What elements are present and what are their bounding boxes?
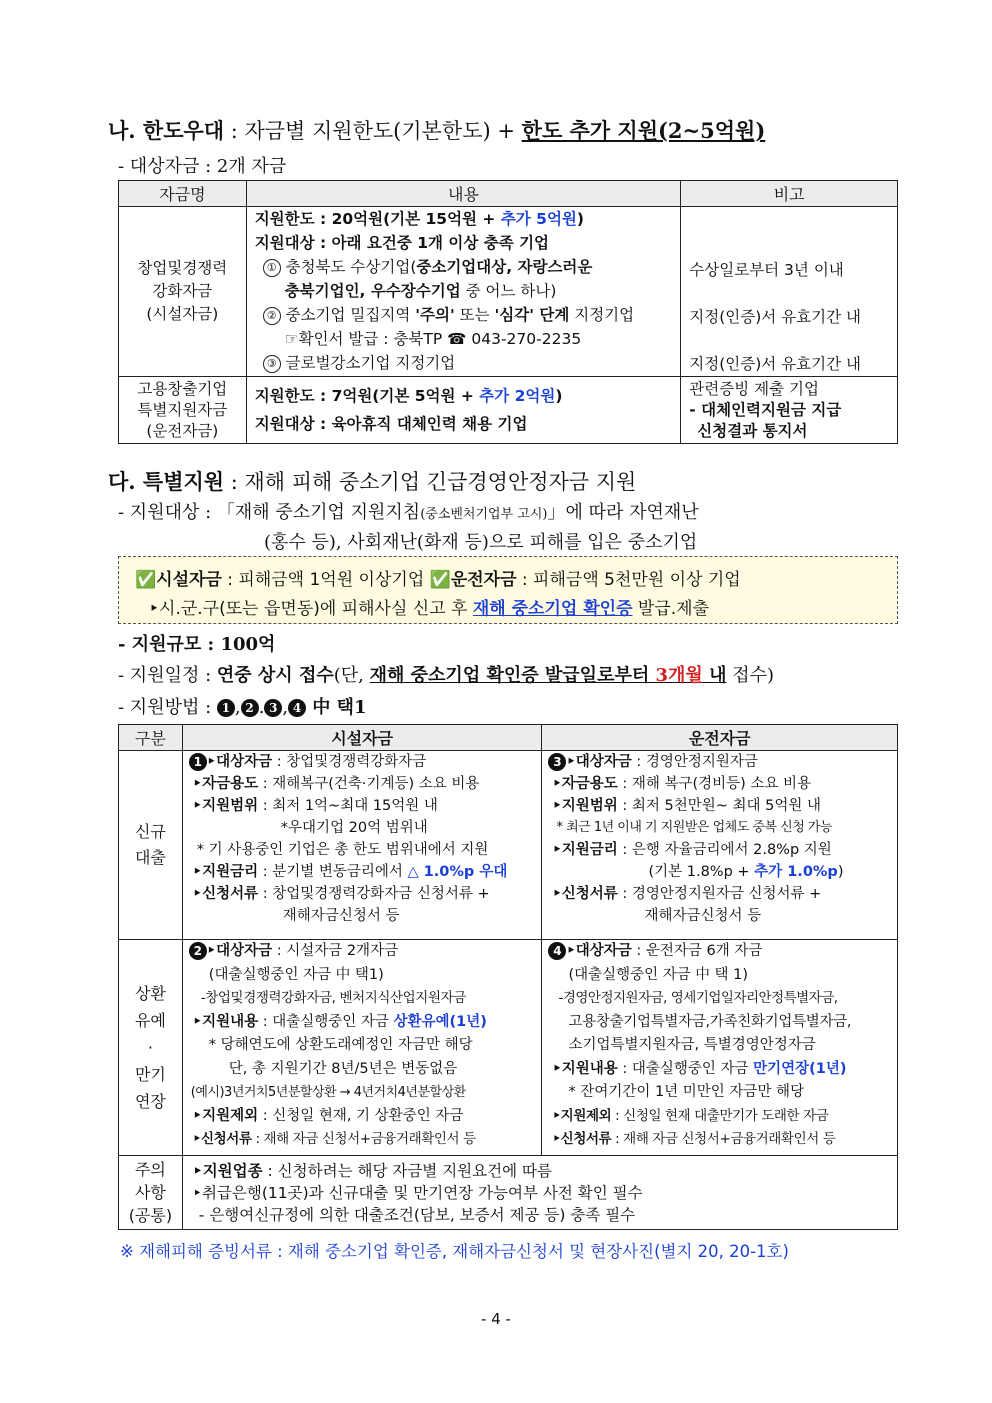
number-3-icon: 3	[548, 753, 566, 771]
line-text: (기본 1.8%p +	[648, 864, 755, 880]
target-line: 지원대상 : 아래 요건중 1개 이상 충족 기업	[254, 234, 550, 252]
schedule-part: 재해 중소기업 확인증 발급일로부터	[369, 665, 656, 686]
row-label-line: 유예	[134, 1011, 166, 1030]
fund-name-cell	[119, 207, 247, 377]
line	[189, 940, 542, 964]
target-text	[118, 498, 699, 524]
row-label-line: 상환	[134, 984, 166, 1003]
content-cell	[246, 377, 681, 444]
rate-highlight: 추가 1.0%p	[754, 864, 838, 880]
line-text: *우대기업 20억 범위내	[280, 820, 428, 836]
line	[189, 773, 542, 795]
line-text: 소기업특별지원자금, 특별경영안정자금	[568, 1037, 816, 1053]
table-header: 내용	[246, 181, 681, 207]
item-bold: 충북기업인, 우수장수기업	[284, 282, 461, 300]
section-na-desc: : 자금별 지원한도(기본한도) +	[224, 119, 522, 143]
contact-line: ☞확인서 발급 : 충북TP ☎ 043-270-2235	[284, 330, 582, 348]
line-text: : 대출실행중인 자금	[617, 1060, 754, 1077]
fund-name-line: 창업및경쟁력	[137, 259, 228, 277]
section-da-label: 다. 특별지원	[108, 469, 225, 494]
info-box	[118, 556, 898, 624]
line-text: * 잔여기간이 1년 미만인 자금만 해당	[568, 1084, 805, 1100]
item2-line	[255, 303, 681, 327]
note-line: 신청결과 통지서	[697, 421, 808, 440]
fund-name-line: (운전자금)	[146, 421, 219, 440]
table-header: 시설자금	[182, 725, 542, 751]
label-bold: ‣신청서류	[192, 1131, 252, 1147]
label-bold: ‣지원금리	[552, 842, 618, 858]
limit-text: 지원한도 : 7억원(기본 5억원 +	[254, 387, 480, 405]
circled-number-icon: ③	[263, 355, 281, 373]
caution-cell	[182, 1156, 897, 1230]
number-1-icon: 1	[217, 699, 235, 717]
line-text: (예시)3년거치5년분할상환 → 4년거치4년분할상환	[190, 1085, 466, 1100]
item-text: 글로벌강소기업 지정기업	[280, 354, 456, 372]
item-bold: 중소기업대상, 자랑스러운	[416, 258, 593, 276]
line-text: -경영안정지원자금, 영세기업일자리안정특별자금,	[558, 990, 838, 1006]
line	[548, 751, 897, 773]
fund-name-line: 고용창출기업	[137, 379, 228, 398]
row-label	[119, 940, 183, 1156]
line-text: : 대출실행중인 자금	[258, 1013, 394, 1030]
line	[189, 751, 542, 773]
row-label-line: 연장	[134, 1092, 166, 1111]
line-text: * 당해연도에 상환도래예정인 자금만 해당	[208, 1037, 473, 1053]
item-bold: '심각' 단계	[494, 306, 570, 324]
number-2-icon: 2	[241, 699, 259, 717]
target-line2: (홍수 등), 사회재난(화재 등)으로 피해를 입은 중소기업	[264, 532, 698, 553]
line-text: : 경영안정지원자금 신청서류 +	[617, 886, 822, 902]
defer-highlight: 상환유예(1년)	[393, 1013, 487, 1030]
label-bold: ‣대상자금	[566, 943, 632, 959]
label-bold: ‣신청서류	[552, 1131, 612, 1147]
box-highlight: 재해 중소기업 확인증	[472, 599, 633, 619]
line-text: : 최저 1억~최대 15억원 내	[258, 798, 438, 814]
limit-text: 지원한도 : 20억원(기본 15억원 +	[254, 210, 501, 228]
facility-new-cell	[182, 751, 542, 940]
label-bold: ‣대상자금	[206, 943, 273, 959]
table-header: 비고	[681, 181, 898, 207]
line	[548, 861, 897, 883]
limit-extra: 추가 5억원	[500, 210, 577, 228]
line-text: : 신청일 현재 대출만기가 도래한 자금	[611, 1107, 829, 1124]
line-text: : 재해 복구(경비등) 소요 비용	[617, 776, 812, 792]
item1-line	[255, 255, 681, 279]
line-text: : 최저 5천만원~ 최대 5억원 내	[617, 798, 821, 814]
note-cell	[681, 207, 898, 377]
section-da-title	[108, 466, 636, 496]
line	[548, 839, 897, 861]
note-line: 관련증빙 제출 기업	[689, 379, 819, 398]
section-na-label: 나. 한도우대	[108, 118, 225, 143]
support-schedule	[118, 661, 774, 687]
section-na-highlight: 한도 추가 지원(2~5억원)	[521, 118, 766, 143]
number-2-icon: 2	[189, 942, 207, 960]
line-text: 재해자금신청서 등	[282, 908, 400, 924]
row-label-line: (공통)	[128, 1206, 173, 1225]
operating-defer-cell	[542, 940, 898, 1156]
line-text: : 분기별 변동금리에서	[258, 864, 408, 880]
label-bold: ‣지원범위	[552, 798, 618, 814]
line-text: : 신청일 현재, 기 상환중인 자금	[258, 1107, 464, 1124]
extend-highlight: 만기연장(1년)	[753, 1060, 847, 1077]
section-da-desc: : 재해 피해 중소기업 긴급경영안정자금 지원	[224, 470, 637, 494]
info-box-line2	[149, 594, 709, 619]
limit-line	[255, 207, 681, 231]
note-line: 지정(인증)서 유효기간 내	[689, 355, 861, 373]
schedule-bold: 연중 상시 접수	[216, 665, 334, 686]
label-bold: ‣지원업종	[192, 1161, 263, 1180]
method-part: 中 택1	[306, 697, 367, 718]
line	[189, 883, 542, 905]
schedule-red: 3개월	[655, 665, 703, 686]
table-header: 구분	[119, 725, 183, 751]
line-text: : 은행 자율금리에서 2.8%p 지원	[617, 842, 832, 858]
limit-close: )	[555, 387, 563, 405]
line-text: * 기 사용중인 기업은 총 한도 범위내에서 지원	[196, 842, 489, 858]
number-3-icon: 3	[264, 699, 282, 717]
label-bold: ‣신청서류	[552, 886, 618, 902]
row-label	[119, 751, 183, 940]
special-support-table	[118, 724, 898, 1230]
note-line: 지정(인증)서 유효기간 내	[689, 308, 861, 326]
table-row	[119, 1156, 898, 1230]
support-method: - 지원방법 : 1 , 2 . 3 , 4 中 택1	[118, 697, 367, 718]
footnote: ※ 재해피해 증빙서류 : 재해 중소기업 확인증, 재해자금신청서 및 현장사진(별지 20, 20-1호)	[120, 1242, 789, 1261]
label-bold: ‣지원제외	[552, 1107, 612, 1124]
box-text: ‣시.군.구(또는 읍면동)에 피해사실 신고 후	[149, 599, 473, 619]
circled-number-icon: ①	[263, 259, 281, 277]
item-text: 중소기업 밀집지역	[280, 306, 416, 324]
table-row	[119, 207, 898, 377]
target-line: 지원대상 : 육아휴직 대체인력 채용 기업	[254, 415, 528, 433]
limit-close: )	[576, 210, 584, 228]
line-text: : 재해 자금 신청서+금융거래확인서 등	[251, 1131, 476, 1147]
label-bold: ‣신청서류	[192, 886, 259, 902]
line-text: : 운전자금 6개 자금	[631, 943, 763, 959]
line-text: -창업및경쟁력강화자금, 벤처지식산업지원자금	[200, 990, 466, 1006]
schedule-part: 접수)	[726, 665, 774, 686]
line-text: 단, 총 지원기간 8년/5년은 변동없음	[228, 1060, 458, 1077]
line	[548, 795, 897, 817]
label-bold: ‣지원금리	[192, 864, 259, 880]
fund-name-line: 강화자금	[152, 282, 213, 300]
table-row	[119, 377, 898, 444]
label-bold: ‣자금용도	[192, 776, 259, 792]
line	[189, 1011, 542, 1035]
fund-name-line: 특별지원자금	[137, 400, 228, 419]
limit-extra: 추가 2억원	[479, 387, 556, 405]
line-text: (대출실행중인 자금 中 택 1)	[568, 966, 748, 983]
line-text: (대출실행중인 자금 中 택1)	[208, 966, 384, 983]
method-part: - 지원방법 :	[118, 697, 217, 718]
circled-number-icon: ②	[263, 307, 281, 325]
line	[548, 940, 897, 964]
line-text: : 재해 자금 신청서+금융거래확인서 등	[611, 1131, 836, 1147]
number-1-icon: 1	[189, 753, 207, 771]
line-text: : 창업및경쟁력강화자금 신청서류 +	[258, 886, 490, 902]
label-bold: ‣자금용도	[552, 776, 618, 792]
line	[189, 861, 542, 883]
line-text: : 신청하려는 해당 자금별 지원요건에 따름	[262, 1161, 552, 1180]
line-text: 고용창출기업특별자금,가족친화기업특별자금,	[568, 1013, 852, 1030]
line-text: ‣취급은행(11곳)과 신규대출 및 만기연장 가능여부 사전 확인 필수	[192, 1183, 643, 1202]
item-text: 지정기업	[569, 306, 635, 324]
section-na-title	[108, 115, 765, 145]
row-label	[119, 1156, 183, 1230]
line-text: )	[837, 864, 844, 880]
info-box-line1	[135, 565, 741, 590]
label-bold: ‣지원범위	[192, 798, 259, 814]
item-bold: '주의'	[415, 306, 455, 324]
number-4-icon: 4	[548, 942, 566, 960]
label-bold: ‣지원내용	[192, 1013, 259, 1030]
row-label-line: 주의	[134, 1160, 166, 1179]
line	[548, 1105, 897, 1129]
table-row	[119, 940, 898, 1156]
item-text: 중 어느 하나)	[460, 282, 557, 300]
target-small: (중소벤처기업부 고시)	[420, 507, 548, 522]
line-text: * 최근 1년 이내 기 지원받은 업체도 중복 신청 가능	[556, 820, 833, 835]
number-4-icon: 4	[288, 699, 306, 717]
row-label-line: 신규	[134, 822, 166, 841]
target-part: - 지원대상 : 「재해 중소기업 지원지침	[118, 502, 421, 523]
schedule-underlined	[370, 665, 727, 686]
item3-line	[255, 351, 681, 375]
schedule-part: 내	[702, 665, 727, 686]
operating-check: ✅운전자금	[429, 570, 517, 590]
line-text: : 시설자금 2개자금	[272, 943, 399, 959]
label-bold: ‣지원제외	[192, 1107, 259, 1124]
fund-name-cell	[119, 377, 247, 444]
row-label-line: 사항	[134, 1183, 166, 1202]
line-text: : 재해복구(건축·기계등) 소요 비용	[258, 776, 480, 792]
line-text: : 경영안정지원자금	[631, 754, 758, 770]
row-label-line: 대출	[134, 848, 166, 867]
facility-defer-cell	[182, 940, 542, 1156]
line	[548, 1058, 897, 1082]
schedule-part: - 지원일정 :	[118, 665, 217, 686]
target-part: 」에 따라 자연재난	[547, 502, 699, 523]
label-bold: ‣지원내용	[552, 1060, 618, 1077]
fund-name-line: (시설자금)	[146, 305, 219, 323]
line	[548, 883, 897, 905]
line	[189, 1128, 542, 1152]
line	[548, 773, 897, 795]
note-line: - 대체인력지원금 지급	[689, 400, 842, 419]
line-text: : 창업및경쟁력강화자금	[272, 754, 427, 770]
line	[189, 1105, 542, 1129]
item-text: 충청북도 수상기업(	[280, 258, 417, 276]
operating-new-cell	[542, 751, 898, 940]
table-header: 자금명	[119, 181, 247, 207]
line-text: - 은행여신규정에 의한 대출조건(담보, 보증서 제공 등) 충족 필수	[198, 1205, 636, 1224]
limit-table	[118, 180, 898, 444]
row-label-line: ·	[147, 1038, 153, 1057]
box-text: 발급.제출	[632, 599, 710, 619]
item-text: 또는	[454, 306, 495, 324]
section-na-sub: - 대상자금 : 2개 자금	[118, 156, 287, 177]
schedule-part: (단,	[333, 665, 370, 686]
limit-line	[255, 382, 681, 410]
box-text: : 피해금액 1억원 이상기업	[221, 570, 430, 590]
facility-check: ✅시설자금	[135, 570, 222, 590]
line	[189, 795, 542, 817]
note-line: 수상일로부터 3년 이내	[689, 261, 844, 279]
table-header: 운전자금	[542, 725, 898, 751]
line	[548, 1128, 897, 1152]
rate-highlight: △ 1.0%p 우대	[407, 864, 508, 880]
line	[193, 1160, 897, 1182]
label-bold: ‣대상자금	[206, 754, 273, 770]
line-text: 재해자금신청서 등	[644, 908, 762, 924]
box-text: : 피해금액 5천만원 이상 기업	[516, 570, 741, 590]
row-label-line: 만기	[134, 1065, 166, 1084]
table-row	[119, 751, 898, 940]
item1-cont	[255, 279, 681, 303]
support-scale: - 지원규모 : 100억	[118, 634, 276, 655]
content-cell	[246, 207, 681, 377]
label-bold: ‣대상자금	[566, 754, 632, 770]
page-number: - 4 -	[481, 1310, 511, 1328]
note-cell	[681, 377, 898, 444]
